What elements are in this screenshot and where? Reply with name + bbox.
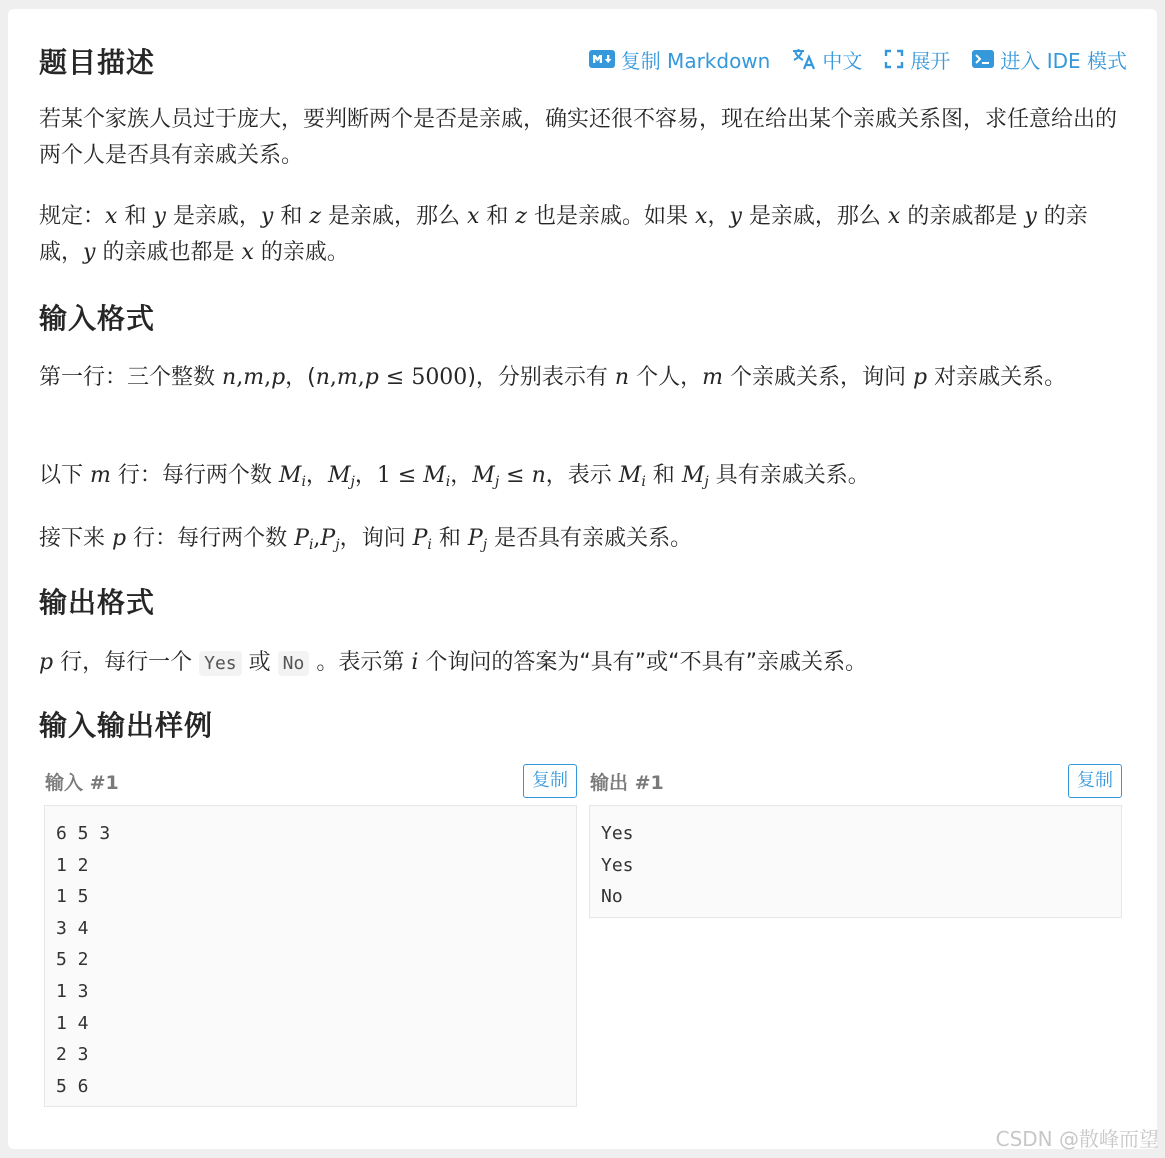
sample-input-header — [45, 763, 577, 799]
math-n: n — [315, 365, 330, 390]
text-span: 个询问的答案为“具有”或“不具有”亲戚关系。 — [425, 650, 867, 675]
math-comma: , — [236, 365, 244, 390]
text-span: 的亲戚。 — [260, 240, 349, 265]
math-comma: , — [329, 365, 337, 390]
watermark: CSDN @散峰而望 — [995, 1127, 1159, 1151]
sample-input-title: 输入 #1 — [45, 771, 119, 794]
math-i: i — [411, 650, 419, 675]
text-span: ， — [305, 463, 328, 488]
sample-output-header — [590, 763, 1122, 799]
math-p: p — [112, 526, 127, 551]
copy-output-button[interactable]: 复制 — [1068, 764, 1122, 798]
description-heading: 题目描述 — [39, 46, 156, 79]
text-span: 规定： — [39, 204, 106, 229]
input-format-line-3 — [39, 521, 1127, 563]
math-m: m — [702, 365, 723, 390]
math-mj: M — [472, 463, 495, 488]
output-format-header — [39, 583, 1127, 623]
math-one-leq: 1 ≤ — [376, 463, 424, 488]
math-mi: M — [423, 463, 446, 488]
text-span: 。表示第 — [316, 650, 405, 675]
math-p: p — [912, 365, 928, 390]
math-y: y — [1024, 204, 1037, 229]
math-sub-j: j — [350, 474, 355, 490]
language-button[interactable] — [792, 45, 862, 74]
math-z: z — [515, 204, 527, 229]
text-span: ，( — [285, 365, 316, 390]
math-mi: M — [278, 463, 302, 488]
expand-label: 展开 — [910, 48, 951, 73]
math-sub-j: j — [482, 537, 488, 553]
math-m: m — [336, 365, 358, 390]
copy-input-button[interactable]: 复制 — [523, 764, 577, 798]
math-y: y — [729, 204, 742, 229]
math-x: x — [887, 204, 901, 229]
math-nmp: n — [222, 365, 237, 390]
text-span: 的亲戚都是 — [907, 204, 1018, 229]
samples-heading: 输入输出样例 — [39, 709, 214, 742]
math-n: n — [614, 365, 630, 390]
math-z: z — [309, 204, 321, 229]
math-mj: M — [327, 463, 351, 488]
math-x: x — [241, 240, 254, 265]
text-span: 和 — [486, 204, 509, 229]
math-sub-i: i — [301, 474, 306, 490]
math-sub-j: j — [335, 537, 340, 553]
text-span: 行：每行两个数 — [117, 463, 272, 488]
input-format-text-2 — [39, 458, 1127, 500]
math-leq: ≤ — [506, 463, 525, 488]
expand-button[interactable] — [884, 45, 950, 74]
math-sub-j: j — [494, 474, 500, 490]
math-sub-i: i — [308, 537, 314, 553]
math-x: x — [695, 204, 708, 229]
math-x: x — [466, 204, 480, 229]
input-format-text-1 — [39, 360, 1127, 396]
text-span: 对亲戚关系。 — [934, 365, 1067, 390]
text-span: ， — [354, 463, 377, 488]
text-span: 是亲戚，那么 — [327, 204, 460, 229]
sample-output-content: Yes Yes No — [589, 805, 1122, 918]
description-rule-text — [39, 199, 1127, 271]
text-span: 和 — [652, 463, 675, 488]
text-span: ， — [707, 204, 730, 229]
input-format-line-2 — [39, 458, 1127, 500]
text-span: 是亲戚， — [172, 204, 261, 229]
math-m: m — [90, 463, 111, 488]
ide-mode-label: 进入 IDE 模式 — [1000, 48, 1127, 73]
description-para-2 — [39, 199, 1127, 271]
math-p: p — [364, 365, 379, 390]
math-p: p — [39, 650, 54, 675]
math-sub-i: i — [445, 474, 451, 490]
input-format-text-3 — [39, 521, 1127, 563]
text-span: 行，每行一个 — [60, 650, 193, 675]
description-header — [39, 43, 1127, 83]
text-span: 个亲戚关系，询问 — [729, 365, 906, 390]
math-x: x — [105, 204, 118, 229]
samples-header — [39, 706, 1127, 746]
terminal-icon — [972, 50, 994, 68]
text-span: ，询问 — [339, 526, 406, 551]
math-sub-j: j — [704, 474, 709, 490]
math-p: p — [271, 365, 286, 390]
text-span: 以下 — [39, 463, 84, 488]
input-format-header — [39, 299, 1127, 339]
translate-icon — [792, 48, 816, 70]
output-format-text — [39, 645, 1127, 682]
language-label: 中文 — [822, 48, 863, 73]
text-span: 和 — [280, 204, 303, 229]
text-span: ， — [450, 463, 473, 488]
math-comma: , — [357, 365, 365, 390]
text-span: 个人， — [636, 365, 703, 390]
input-format-line-1 — [39, 360, 1127, 396]
sample-output-title: 输出 #1 — [590, 771, 664, 794]
text-span: 或 — [248, 650, 271, 675]
output-format-heading: 输出格式 — [39, 586, 156, 619]
text-span: 接下来 — [39, 526, 106, 551]
math-mi: M — [618, 463, 642, 488]
text-span: 和 — [124, 204, 147, 229]
math-sub-i: i — [641, 474, 646, 490]
copy-markdown-label: 复制 Markdown — [620, 48, 771, 73]
markdown-icon — [589, 50, 615, 68]
description-text: 若某个家族人员过于庞大，要判断两个是否是亲戚，确实还很不容易，现在给出某个亲戚关系图，求任意给出的两个人是否具有亲戚关系。 — [39, 107, 1118, 168]
math-pi: P — [294, 526, 309, 551]
ide-mode-button[interactable] — [972, 45, 1127, 74]
copy-markdown-button[interactable] — [589, 45, 771, 74]
text-span: 具有亲戚关系。 — [715, 463, 870, 488]
math-pj: P — [320, 526, 336, 551]
sample-input-content: 6 5 3 1 2 1 5 3 4 5 2 1 3 1 4 2 3 5 6 — [44, 805, 577, 1107]
math-y: y — [260, 204, 274, 229]
code-yes: Yes — [199, 651, 242, 676]
text-span: 行：每行两个数 — [133, 526, 288, 551]
math-m: m — [243, 365, 265, 390]
input-format-heading: 输入格式 — [39, 302, 156, 335]
text-span: 是亲戚，那么 — [748, 204, 881, 229]
text-span: )，分别表示有 — [467, 365, 608, 390]
toolbar — [589, 45, 1127, 74]
description-para-1 — [39, 102, 1127, 174]
math-y: y — [83, 240, 96, 265]
math-pj: P — [467, 526, 483, 551]
math-leq: ≤ 5000 — [385, 365, 468, 390]
code-no: No — [278, 651, 310, 676]
math-sub-i: i — [427, 537, 432, 553]
text-span: 的亲戚， — [39, 204, 1088, 265]
text-span: 第一行：三个整数 — [39, 365, 216, 390]
math-comma: , — [264, 365, 272, 390]
text-span: 的亲戚也都是 — [102, 240, 235, 265]
text-span: 是否具有亲戚关系。 — [494, 526, 693, 551]
problem-card — [8, 9, 1157, 1149]
output-format-line — [39, 645, 1127, 682]
math-y: y — [153, 204, 166, 229]
math-pi: P — [412, 526, 428, 551]
math-comma: , — [313, 526, 321, 551]
expand-icon — [884, 49, 904, 69]
text-span: 和 — [438, 526, 461, 551]
text-span: ，表示 — [545, 463, 612, 488]
text-span: 也是亲戚。如果 — [534, 204, 689, 229]
math-mj: M — [681, 463, 705, 488]
math-n: n — [531, 463, 546, 488]
